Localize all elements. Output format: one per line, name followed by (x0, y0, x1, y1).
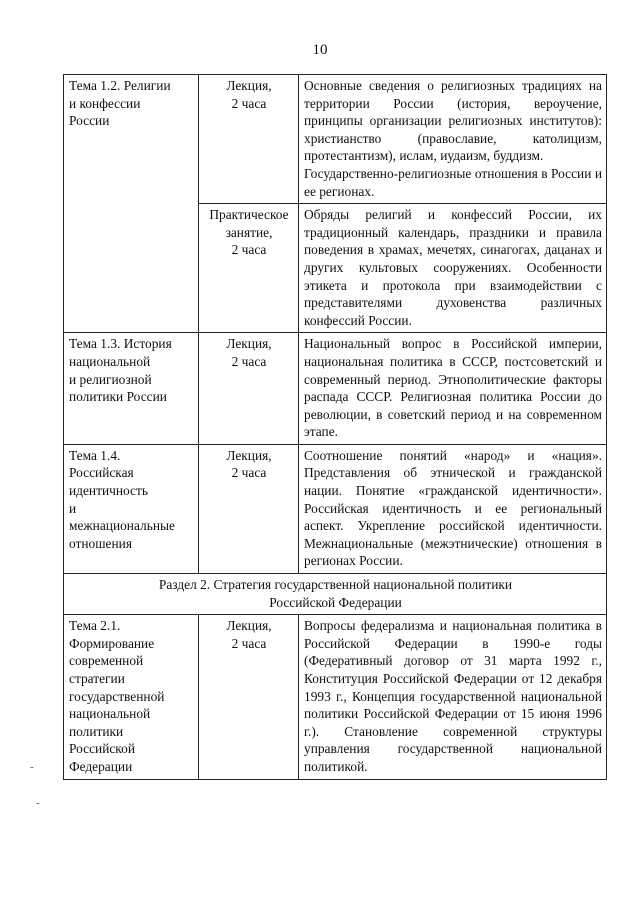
topic-line: России (69, 113, 110, 129)
session-type-line: Лекция, (226, 618, 272, 634)
topic-line: отношения (69, 535, 132, 551)
session-type-line: 2 часа (231, 635, 267, 651)
topic-line: межнациональные (69, 518, 175, 534)
section-heading-line: Раздел 2. Стратегия государственной национальной политики (158, 577, 513, 593)
session-type-line: занятие, (225, 224, 273, 240)
table-body (64, 75, 607, 780)
section-heading-line: Российской Федерации (269, 594, 402, 610)
topic-line: политики России (69, 389, 167, 405)
topic-line: Российской (69, 741, 135, 757)
topic-line: Тема 1.3. История (69, 336, 172, 352)
description-cell (299, 75, 607, 204)
topic-line: национальной (69, 353, 151, 369)
session-type-cell (199, 615, 299, 779)
description-paragraph: Национальный вопрос в Российской империи, национальная политика в СССР, постсоветский и современный период. Этнополитические факторы распада СССР. Религиозная политика России до революции, в советский период и на современном этапе. (304, 336, 602, 440)
topic-line: и (69, 500, 77, 516)
description-cell (299, 204, 607, 333)
topic-line: национальной (69, 706, 151, 722)
description-paragraph: Вопросы федерализма и национальная политика в Российской Федерации в 1990-е годы (Федеративный договор от 31 марта 1992 г., Конституция Российской Федерации от 12 декабря 1993 г., Концепция государственной национальной политики Российской Федерации от 15 июня 1996 г.). Становление современной структуры управления государственной национальной политикой. (304, 618, 602, 774)
margin-mark: - (36, 797, 40, 809)
topic-line: политики (69, 723, 124, 739)
topic-cell (64, 333, 199, 445)
description-paragraph: Обряды религий и конфессий России, их традиционный календарь, праздники и правила поведения в храмах, мечетях, синагогах, дацанах и других культовых сооружениях. Особенности этикета и протокола при взаимодействии с представителями духовенства различных конфессий России. (304, 207, 602, 328)
topic-cell (64, 444, 199, 573)
session-type-line: 2 часа (231, 242, 267, 258)
section-row (64, 574, 607, 615)
table-row (64, 615, 607, 779)
session-type-line: Лекция, (226, 78, 272, 93)
session-type-cell (199, 444, 299, 573)
session-type-line: Лекция, (226, 447, 272, 463)
session-type-line: Практическое (209, 207, 289, 223)
topic-cell (64, 615, 199, 779)
topic-line: Тема 1.4. (69, 447, 121, 463)
section-heading (64, 574, 607, 615)
description-paragraph: Соотношение понятий «народ» и «нация». Представления об этнической и гражданской нации. Понятие «гражданской идентичности». Российская идентичность и ее региональный аспект. Укрепление российской идентичности. Межнациональные (межэтнические) отношения в регионах России. (304, 447, 602, 569)
description-cell (299, 333, 607, 445)
description-cell (299, 444, 607, 573)
page-number: 10 (312, 42, 328, 58)
description-paragraph: Основные сведения о религиозных традициях на территории России (история, вероучение, принципы организации религиозных институтов): христианство (православие, католицизм, протестантизм), ислам, иудаизм, буддизм. (304, 78, 602, 164)
topic-line: и религиозной (69, 371, 152, 387)
session-type-cell (199, 204, 299, 333)
topic-cell (64, 75, 199, 333)
topic-line: современной (69, 653, 144, 669)
description-cell (299, 615, 607, 779)
topic-line: государственной (69, 688, 165, 704)
topic-line: стратегии (69, 671, 125, 686)
description-paragraph: Государственно-религиозные отношения в России и ее регионах. (304, 165, 602, 199)
margin-mark: - (30, 761, 34, 773)
session-type-line: 2 часа (231, 465, 267, 481)
session-type-cell (199, 75, 299, 204)
session-type-line: 2 часа (231, 95, 267, 111)
topic-line: Тема 2.1. (69, 618, 121, 634)
table-row (64, 75, 607, 204)
topic-line: идентичность (69, 483, 148, 499)
topic-line: Формирование (69, 635, 155, 651)
topic-line: Федерации (69, 758, 133, 774)
session-type-cell (199, 333, 299, 445)
session-type-line: Лекция, (226, 336, 272, 352)
table-row (64, 444, 607, 573)
topic-line: Российская (69, 465, 134, 481)
topic-line: Тема 1.2. Религии (69, 78, 171, 93)
table-row (64, 333, 607, 445)
curriculum-table (63, 74, 607, 780)
topic-line: и конфессии (69, 95, 141, 111)
session-type-line: 2 часа (231, 353, 267, 369)
